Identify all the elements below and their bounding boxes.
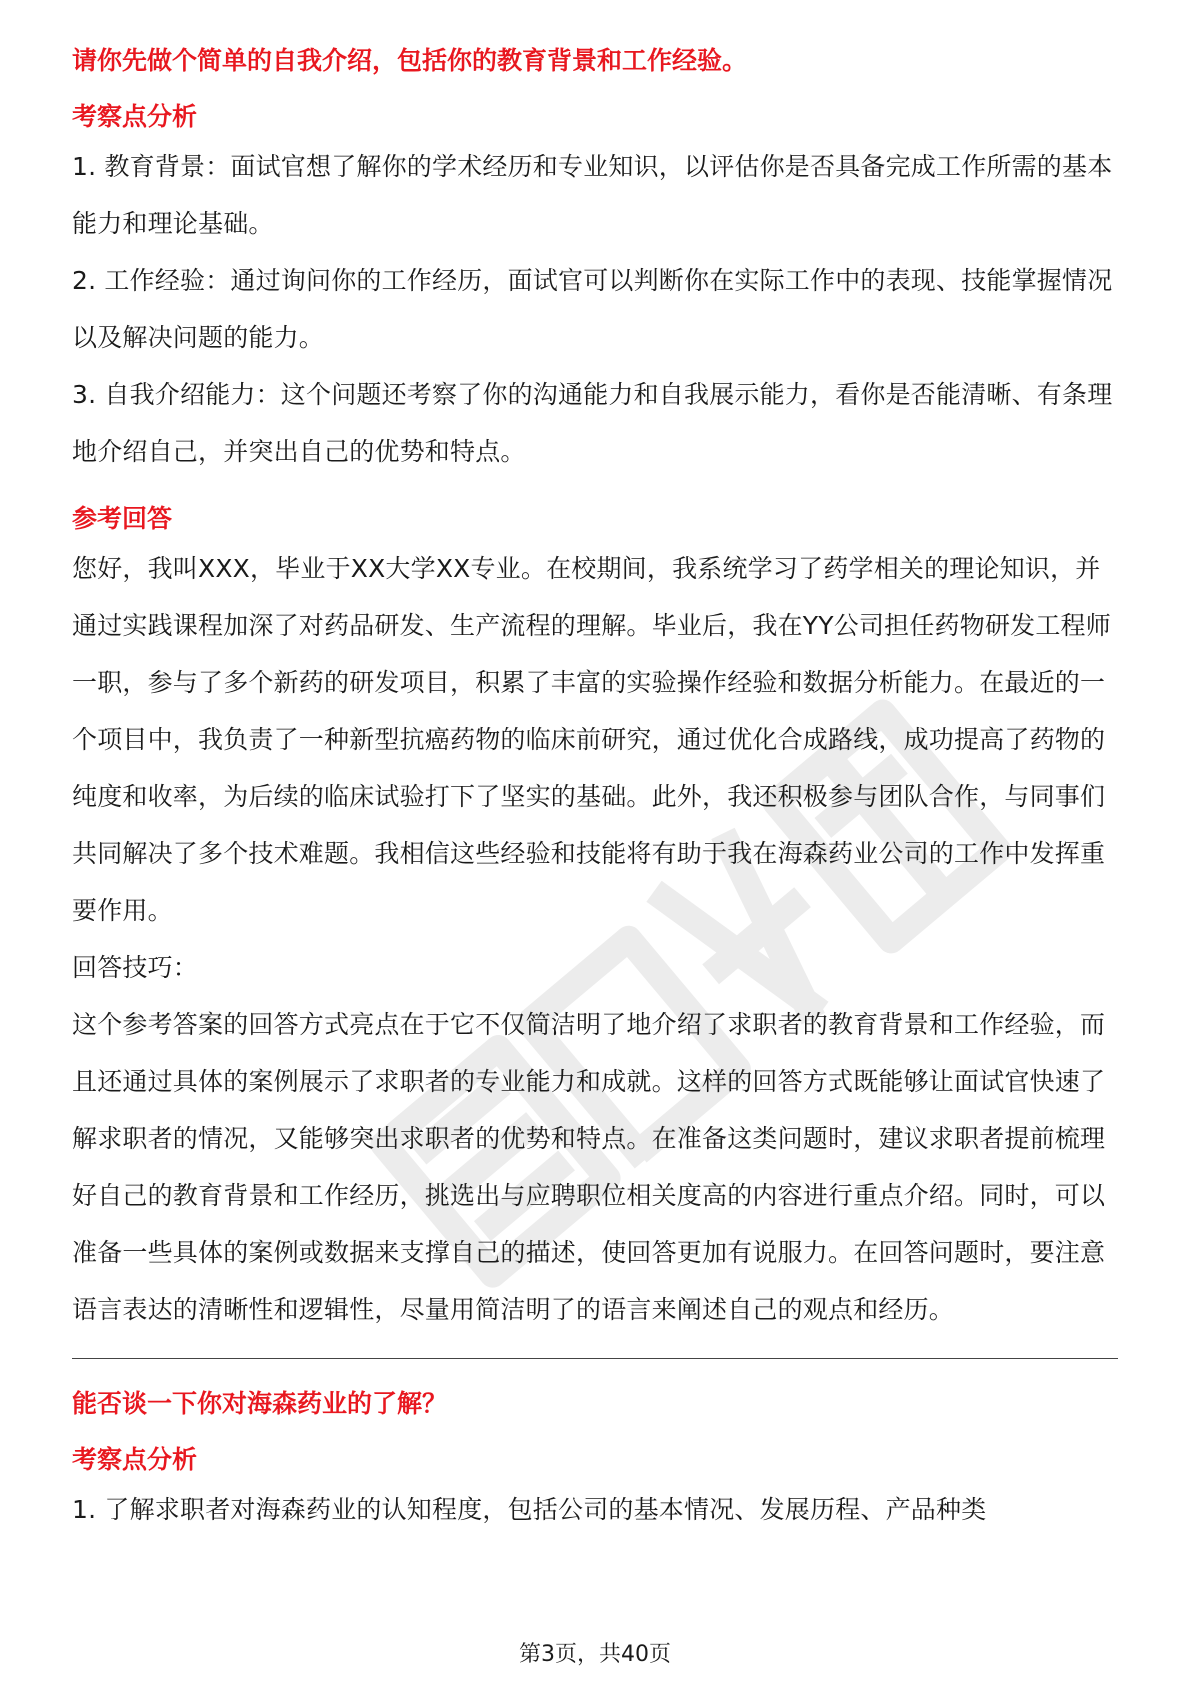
- analysis-item: 1. 教育背景：面试官想了解你的学术经历和专业知识，以评估你是否具备完成工作所需的基本能力和理论基础。: [72, 152, 1113, 238]
- analysis-item: 2. 工作经验：通过询问你的工作经历，面试官可以判断你在实际工作中的表现、技能掌握情况以及解决问题的能力。: [72, 266, 1113, 352]
- qa-section-1: [72, 44, 1118, 1338]
- page-content: [72, 44, 1118, 1538]
- page-footer: 第3页，共40页: [519, 1642, 671, 1667]
- analysis-item: 3. 自我介绍能力：这个问题还考察了你的沟通能力和自我展示能力，看你是否能清晰、有条理地介绍自己，并突出自己的优势和特点。: [72, 380, 1113, 466]
- tips-label: 回答技巧：: [72, 953, 199, 982]
- section-divider: [72, 1358, 1118, 1359]
- analysis-heading: 考察点分析: [72, 1445, 198, 1474]
- analysis-item: 1. 了解求职者对海森药业的认知程度，包括公司的基本情况、发展历程、产品种类: [72, 1495, 987, 1524]
- analysis-heading: 考察点分析: [72, 102, 198, 131]
- question-title: 能否谈一下你对海森药业的了解？: [72, 1389, 448, 1418]
- qa-section-2: [72, 1387, 1118, 1538]
- tips-text: 这个参考答案的回答方式亮点在于它不仅简洁明了地介绍了求职者的教育背景和工作经验，而且还通过具体的案例展示了求职者的专业能力和成就。这样的回答方式既能够让面试官快速了解求职者的情况，又能够突出求职者的优势和特点。在准备这类问题时，建议求职者提前梳理好自己的教育背景和工作经历，挑选出与应聘职位相关度高的内容进行重点介绍。同时，可以准备一些具体的案例或数据来支撑自己的描述，使回答更加有说服力。在回答问题时，要注意语言表达的清晰性和逻辑性，尽量用简洁明了的语言来阐述自己的观点和经历。: [72, 1010, 1106, 1324]
- question-title: 请你先做个简单的自我介绍，包括你的教育背景和工作经验。: [72, 46, 748, 75]
- answer-heading: 参考回答: [72, 504, 173, 533]
- answer-text: 您好，我叫XXX，毕业于XX大学XX专业。在校期间，我系统学习了药学相关的理论知识，并通过实践课程加深了对药品研发、生产流程的理解。毕业后，我在YY公司担任药物研发工程师一职，参与了多个新药的研发项目，积累了丰富的实验操作经验和数据分析能力。在最近的一个项目中，我负责了一种新型抗癌药物的临床前研究，通过优化合成路线，成功提高了药物的纯度和收率，为后续的临床试验打下了坚实的基础。此外，我还积极参与团队合作，与同事们共同解决了多个技术难题。我相信这些经验和技能将有助于我在海森药业公司的工作中发挥重要作用。: [72, 554, 1111, 925]
